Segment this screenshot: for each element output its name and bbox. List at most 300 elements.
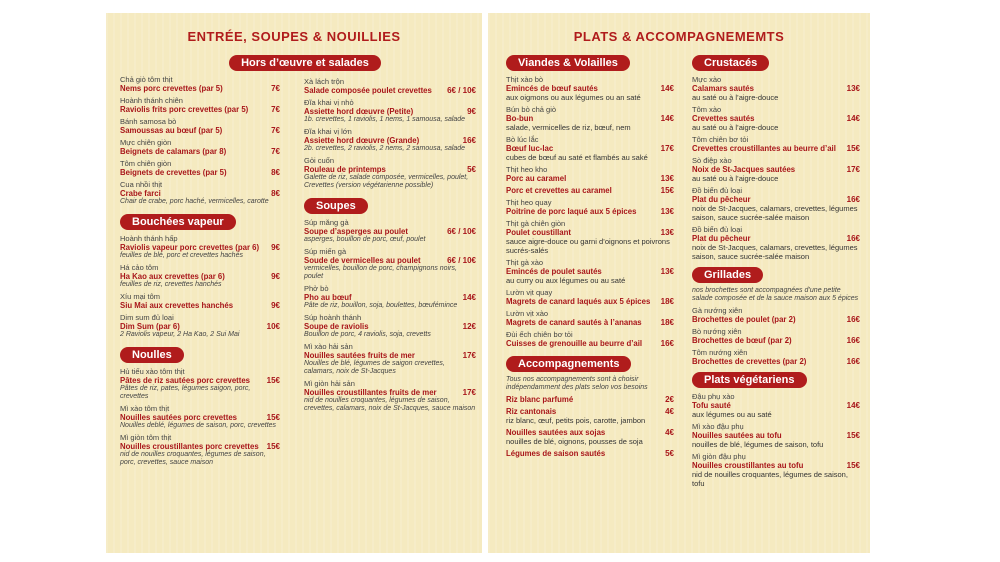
dish-description: sauce aigre-douce ou garni d’oignons et poivrons sucrés-salés bbox=[506, 237, 670, 255]
dish-name-french: Nouilles sautées au tofu bbox=[692, 431, 782, 440]
dish-name-vietnamese: Súp măng gà bbox=[304, 218, 349, 227]
dish-name-french: Tofu sauté bbox=[692, 401, 731, 410]
dish-row bbox=[692, 114, 860, 123]
dish-price: 6€ / 10€ bbox=[447, 227, 476, 236]
menu-item bbox=[506, 407, 674, 425]
menu-item bbox=[120, 117, 280, 135]
dish-price: 14€ bbox=[660, 84, 674, 93]
dish-name-french: Nems porc crevettes (par 5) bbox=[120, 84, 223, 93]
menu-item bbox=[120, 263, 280, 289]
dish-name-vietnamese: Xíu mại tôm bbox=[120, 292, 161, 301]
dish-name-vietnamese: Xà lách trộn bbox=[304, 77, 345, 86]
menu-item bbox=[692, 348, 860, 366]
dish-row bbox=[506, 144, 674, 153]
dish-description: Nouilles deblé, légumes de saison, porc, crevettes bbox=[120, 422, 277, 429]
dish-name-french: Beignets de calamars (par 8) bbox=[120, 147, 227, 156]
item-list bbox=[304, 218, 476, 413]
menu-item bbox=[506, 219, 674, 255]
dish-name-vietnamese: Thịt gà xào bbox=[506, 258, 544, 267]
dish-name-french: Légumes de saison sautés bbox=[506, 449, 606, 458]
dish-description: salade, vermicelles de riz, bœuf, nem bbox=[506, 123, 631, 132]
menu-item bbox=[120, 96, 280, 114]
item-list bbox=[120, 234, 280, 339]
dish-row bbox=[692, 165, 860, 174]
dish-row bbox=[692, 401, 860, 410]
dish-row bbox=[692, 195, 860, 204]
dish-name-vietnamese: Đĩa khai vị nhỏ bbox=[304, 98, 354, 107]
column-right-a bbox=[506, 53, 674, 461]
dish-price: 14€ bbox=[846, 401, 860, 410]
dish-name-vietnamese: Mì xào hải sản bbox=[304, 342, 353, 351]
dish-price: 10€ bbox=[266, 322, 280, 331]
menu-item bbox=[506, 165, 674, 183]
dish-name-french: Noix de St-Jacques sautées bbox=[692, 165, 796, 174]
menu-item bbox=[506, 330, 674, 348]
dish-price: 12€ bbox=[462, 322, 476, 331]
menu-item bbox=[506, 395, 674, 404]
dish-row bbox=[120, 126, 280, 135]
dish-row bbox=[692, 234, 860, 243]
section-header-vapeur: Bouchées vapeur bbox=[120, 214, 236, 230]
dish-price: 17€ bbox=[462, 388, 476, 397]
menu-item bbox=[120, 367, 280, 401]
dish-row bbox=[120, 272, 280, 281]
dish-name-french: Nouilles sautées fruits de mer bbox=[304, 351, 415, 360]
menu-item bbox=[506, 309, 674, 327]
dish-name-vietnamese: Dim sum đủ loại bbox=[120, 313, 174, 322]
dish-price: 8€ bbox=[271, 168, 280, 177]
dish-name-vietnamese: Mực xào bbox=[692, 75, 722, 84]
page-title: ENTRÉE, SOUPES & NOUILLIES bbox=[187, 29, 401, 44]
dish-description: au curry ou aux légumes ou au saté bbox=[506, 276, 626, 285]
dish-row bbox=[304, 256, 476, 265]
dish-row bbox=[506, 186, 674, 195]
dish-name-french: Beignets de crevettes (par 5) bbox=[120, 168, 227, 177]
dish-name-french: Riz blanc parfumé bbox=[506, 395, 574, 404]
section-header-hors: Hors d’œuvre et salades bbox=[229, 55, 381, 71]
dish-price: 16€ bbox=[846, 195, 860, 204]
dish-row bbox=[120, 413, 280, 422]
dish-name-vietnamese: Đồ biển đủ loại bbox=[692, 225, 743, 234]
dish-name-french: Brochettes de bœuf (par 2) bbox=[692, 336, 792, 345]
dish-row bbox=[120, 105, 280, 114]
dish-name-french: Brochettes de poulet (par 2) bbox=[692, 315, 796, 324]
dish-name-vietnamese: Tôm xào bbox=[692, 105, 722, 114]
dish-row bbox=[506, 428, 674, 437]
section-header-vegetariens: Plats végétariens bbox=[692, 372, 807, 388]
dish-row bbox=[304, 107, 476, 116]
menu-item bbox=[692, 392, 860, 419]
dish-description: aux oigmons ou aux légumes ou an saté bbox=[506, 93, 641, 102]
dish-row bbox=[506, 114, 674, 123]
dish-name-vietnamese: Đùi ếch chiên bơ tỏi bbox=[506, 330, 573, 339]
dish-row bbox=[692, 144, 860, 153]
dish-description: 2 Raviolis vapeur, 2 Ha Kao, 2 Sui Mai bbox=[120, 331, 240, 338]
dish-description: 1b. crevettes, 1 raviolis, 1 nems, 1 samousa, salade bbox=[304, 116, 466, 123]
dish-name-french: Cuisses de grenouille au beurre d’ail bbox=[506, 339, 643, 348]
dish-name-vietnamese: Thịt heo kho bbox=[506, 165, 548, 174]
dish-name-french: Nouilles sautées porc crevettes bbox=[120, 413, 238, 422]
dish-name-french: Magrets de canard laqués aux 5 épices bbox=[506, 297, 651, 306]
column-right-b bbox=[692, 53, 860, 491]
dish-row bbox=[692, 357, 860, 366]
dish-price: 13€ bbox=[660, 207, 674, 216]
dish-price: 16€ bbox=[462, 136, 476, 145]
dish-description: noix de St-Jacques, calamars, crevettes, légumes saison, sauce sucrée-salée maison bbox=[692, 204, 858, 222]
menu-item bbox=[304, 77, 476, 95]
menu-item bbox=[120, 138, 280, 156]
dish-description: vermicelles, bouillon de porc, champignons noirs, poulet bbox=[304, 265, 457, 280]
dish-name-french: Pho au bœuf bbox=[304, 293, 352, 302]
dish-name-vietnamese: Thịt xào bò bbox=[506, 75, 544, 84]
dish-name-french: Siu Mai aux crevettes hanchés bbox=[120, 301, 234, 310]
dish-price: 15€ bbox=[846, 461, 860, 470]
dish-name-french: Bo-bun bbox=[506, 114, 534, 123]
dish-price: 9€ bbox=[271, 301, 280, 310]
dish-row bbox=[506, 449, 674, 458]
dish-description: feuilles de blé, porc et crevettes hachés bbox=[120, 252, 243, 259]
dish-price: 16€ bbox=[660, 339, 674, 348]
dish-name-vietnamese: Hoành thánh hấp bbox=[120, 234, 178, 243]
menu-item bbox=[304, 218, 476, 244]
item-list bbox=[692, 392, 860, 488]
menu-item bbox=[506, 198, 674, 216]
dish-name-vietnamese: Thịt heo quay bbox=[506, 198, 552, 207]
dish-price: 4€ bbox=[665, 428, 674, 437]
dish-name-french: Poulet coustillant bbox=[506, 228, 571, 237]
dish-name-french: Rouleau de printemps bbox=[304, 165, 386, 174]
dish-price: 14€ bbox=[846, 114, 860, 123]
dish-price: 15€ bbox=[266, 442, 280, 451]
dish-name-french: Bœuf luc-lac bbox=[506, 144, 554, 153]
dish-price: 13€ bbox=[660, 267, 674, 276]
item-list bbox=[506, 75, 674, 348]
dish-name-vietnamese: Bò lúc lắc bbox=[506, 135, 539, 144]
menu-item bbox=[120, 180, 280, 206]
dish-name-french: Emincés de poulet sautés bbox=[506, 267, 602, 276]
dish-name-french: Raviolis frits porc crevettes (par 5) bbox=[120, 105, 249, 114]
dish-name-vietnamese: Bánh samosa bò bbox=[120, 117, 177, 126]
dish-price: 9€ bbox=[467, 107, 476, 116]
section-intro: Tous nos accompagnements sont à choisir indépendamment des plats selon vos besoins bbox=[506, 376, 648, 391]
dish-description: au saté ou à l’aigre-douce bbox=[692, 93, 779, 102]
dish-name-french: Poitrine de porc laqué aux 5 épices bbox=[506, 207, 637, 216]
dish-name-vietnamese: Mực chiên giòn bbox=[120, 138, 172, 147]
menu-item bbox=[120, 234, 280, 260]
dish-description: Bouillon de porc, 4 raviolis, soja, crevetts bbox=[304, 331, 431, 338]
dish-name-vietnamese: Hoành thánh chiên bbox=[120, 96, 183, 105]
dish-name-french: Calamars sautés bbox=[692, 84, 754, 93]
dish-name-vietnamese: Súp miến gà bbox=[304, 247, 347, 256]
dish-name-french: Plat du pêcheur bbox=[692, 234, 751, 243]
dish-name-french: Nouilles croustillantes fruits de mer bbox=[304, 388, 437, 397]
menu-item bbox=[120, 433, 280, 467]
dish-row bbox=[120, 168, 280, 177]
menu-item bbox=[692, 327, 860, 345]
dish-name-vietnamese: Đĩa khai vị lớn bbox=[304, 127, 352, 136]
dish-name-vietnamese: Sò điệp xào bbox=[692, 156, 732, 165]
menu-item bbox=[506, 75, 674, 102]
dish-price: 17€ bbox=[660, 144, 674, 153]
menu-item bbox=[304, 342, 476, 376]
menu-item bbox=[120, 313, 280, 339]
dish-row bbox=[692, 461, 860, 470]
dish-name-french: Emincés de bœuf sautés bbox=[506, 84, 598, 93]
dish-name-vietnamese: Cua nhồi thịt bbox=[120, 180, 163, 189]
dish-description: nid de nouilles croquantes, légumes de saison, tofu bbox=[692, 470, 848, 488]
dish-name-vietnamese: Phở bò bbox=[304, 284, 329, 293]
dish-description: nouilles de blé, légumes de saison, tofu bbox=[692, 440, 824, 449]
dish-row bbox=[692, 84, 860, 93]
dish-price: 7€ bbox=[271, 147, 280, 156]
dish-description: au saté ou à l’aigre-douce bbox=[692, 174, 779, 183]
dish-price: 18€ bbox=[660, 318, 674, 327]
dish-description: au saté ou à l’aigre-douce bbox=[692, 123, 779, 132]
dish-row bbox=[120, 376, 280, 385]
item-list bbox=[692, 306, 860, 366]
dish-row bbox=[506, 407, 674, 416]
item-list bbox=[304, 77, 476, 190]
dish-name-french: Soupe de raviolis bbox=[304, 322, 369, 331]
menu-item bbox=[506, 135, 674, 162]
menu-item bbox=[692, 135, 860, 153]
dish-description: Nouilles de blé, légumes de saigon crevettes, calamars, noix de St-Jacques bbox=[304, 360, 445, 375]
dish-description: feuilles de riz, crevettes hanchés bbox=[120, 281, 222, 288]
menu-item bbox=[304, 156, 476, 190]
menu-item bbox=[506, 105, 674, 132]
dish-price: 13€ bbox=[846, 84, 860, 93]
dish-description: cubes de bœuf au saté et flambés au saké bbox=[506, 153, 648, 162]
dish-row bbox=[120, 84, 280, 93]
dish-price: 15€ bbox=[846, 144, 860, 153]
dish-description: nid de nouilles croquantes, légumes de saison, porc, crevettes, sauce maison bbox=[120, 451, 266, 466]
dish-name-french: Assiette hord dœuvre (Petite) bbox=[304, 107, 414, 116]
dish-description: Pâtes de riz, pates, légumes saigon, porc, crevettes bbox=[120, 385, 251, 400]
section-intro: nos brochettes sont accompagnées d’une petite salade composée et de la sauce maison aux 5 épices bbox=[692, 287, 859, 302]
menu-item bbox=[506, 186, 674, 195]
menu-item bbox=[120, 292, 280, 310]
dish-description: Chair de crabe, porc haché, vermicelles, carotte bbox=[120, 198, 269, 205]
dish-row bbox=[304, 388, 476, 397]
dish-name-french: Brochettes de crevettes (par 2) bbox=[692, 357, 807, 366]
menu-item bbox=[304, 127, 476, 153]
dish-description: 2b. crevettes, 2 raviolis, 2 nems, 2 samousa, salade bbox=[304, 145, 466, 152]
dish-name-vietnamese: Bò nướng xiên bbox=[692, 327, 742, 336]
dish-name-vietnamese: Súp hoành thánh bbox=[304, 313, 362, 322]
menu-item bbox=[506, 288, 674, 306]
menu-item bbox=[120, 159, 280, 177]
dish-description: riz blanc, œuf, petits pois, carotte, jambon bbox=[506, 416, 646, 425]
menu-item bbox=[692, 75, 860, 102]
dish-name-french: Nouilles sautées aux sojas bbox=[506, 428, 606, 437]
dish-name-vietnamese: Lườn vịt quay bbox=[506, 288, 553, 297]
dish-row bbox=[120, 301, 280, 310]
dish-price: 2€ bbox=[665, 395, 674, 404]
section-header-soupes: Soupes bbox=[304, 198, 368, 214]
dish-name-french: Crevettes croustillantes au beurre d’ail bbox=[692, 144, 836, 153]
dish-price: 9€ bbox=[271, 243, 280, 252]
dish-row bbox=[304, 165, 476, 174]
dish-row bbox=[304, 86, 476, 95]
dish-price: 13€ bbox=[660, 174, 674, 183]
dish-name-french: Nouilles croustillantes porc crevettes bbox=[120, 442, 259, 451]
dish-row bbox=[120, 442, 280, 451]
dish-name-french: Soupe d’asperges au poulet bbox=[304, 227, 408, 236]
dish-name-french: Riz cantonais bbox=[506, 407, 557, 416]
menu-item bbox=[304, 313, 476, 339]
menu-item bbox=[506, 428, 674, 446]
dish-price: 6€ / 10€ bbox=[447, 86, 476, 95]
dish-row bbox=[692, 431, 860, 440]
dish-price: 18€ bbox=[660, 297, 674, 306]
dish-name-french: Dim Sum (par 6) bbox=[120, 322, 180, 331]
dish-description: nouilles de blé, oignons, pousses de soja bbox=[506, 437, 643, 446]
dish-price: 16€ bbox=[846, 357, 860, 366]
dish-description: aux légumes ou au saté bbox=[692, 410, 772, 419]
dish-row bbox=[506, 228, 674, 237]
dish-description: asperges, bouillon de porc, œuf, poulet bbox=[304, 236, 426, 243]
dish-name-vietnamese: Bún bò chả giò bbox=[506, 105, 557, 114]
page-title: PLATS & ACCOMPAGNEMEMTS bbox=[573, 29, 785, 44]
dish-name-vietnamese: Đậu phụ xào bbox=[692, 392, 735, 401]
dish-row bbox=[692, 315, 860, 324]
dish-price: 16€ bbox=[846, 234, 860, 243]
dish-description: Pâte de riz, bouillon, soja, boulettes, bœufémince bbox=[304, 302, 458, 309]
menu-item bbox=[506, 449, 674, 458]
dish-name-french: Magrets de canard sautés à l’ananas bbox=[506, 318, 642, 327]
dish-row bbox=[506, 174, 674, 183]
dish-row bbox=[506, 297, 674, 306]
dish-name-french: Nouilles croustillantes au tofu bbox=[692, 461, 804, 470]
dish-price: 15€ bbox=[660, 186, 674, 195]
dish-price: 5€ bbox=[467, 165, 476, 174]
dish-row bbox=[506, 207, 674, 216]
menu-page-left bbox=[106, 13, 482, 553]
dish-name-french: Raviolis vapeur porc crevettes (par 6) bbox=[120, 243, 260, 252]
menu-item bbox=[692, 186, 860, 222]
dish-row bbox=[120, 243, 280, 252]
dish-name-french: Crevettes sautés bbox=[692, 114, 755, 123]
dish-name-french: Assiette hord dœuvre (Grande) bbox=[304, 136, 420, 145]
dish-name-french: Crabe farci bbox=[120, 189, 161, 198]
dish-price: 14€ bbox=[462, 293, 476, 302]
dish-name-vietnamese: Chả giò tôm thịt bbox=[120, 75, 173, 84]
dish-price: 15€ bbox=[846, 431, 860, 440]
menu-item bbox=[304, 379, 476, 413]
dish-price: 14€ bbox=[660, 114, 674, 123]
dish-row bbox=[506, 318, 674, 327]
dish-name-vietnamese: Mì xào đậu phụ bbox=[692, 422, 744, 431]
section-header-accompagnements: Accompagnements bbox=[506, 356, 631, 372]
menu-item bbox=[692, 452, 860, 488]
dish-name-french: Ha Kao aux crevettes (par 6) bbox=[120, 272, 225, 281]
dish-name-vietnamese: Lườn vịt xào bbox=[506, 309, 549, 318]
dish-name-french: Soude de vermicelles au poulet bbox=[304, 256, 421, 265]
dish-name-vietnamese: Gà nướng xiên bbox=[692, 306, 743, 315]
dish-name-vietnamese: Mì giòn tôm thịt bbox=[120, 433, 172, 442]
menu-page-right bbox=[488, 13, 870, 553]
dish-price: 16€ bbox=[846, 315, 860, 324]
dish-price: 6€ / 10€ bbox=[447, 256, 476, 265]
menu-item bbox=[692, 156, 860, 183]
dish-name-french: Porc au caramel bbox=[506, 174, 567, 183]
dish-row bbox=[304, 227, 476, 236]
dish-name-vietnamese: Tôm chiên giòn bbox=[120, 159, 172, 168]
dish-description: nid de nouilles croquantes, légumes de saison, crevettes, calamars, noix de St-Jacques, sauce maison bbox=[304, 397, 476, 412]
menu-item bbox=[692, 225, 860, 261]
dish-price: 7€ bbox=[271, 126, 280, 135]
dish-row bbox=[506, 395, 674, 404]
dish-name-vietnamese: Tôm nướng xiên bbox=[692, 348, 748, 357]
item-list bbox=[506, 395, 674, 458]
dish-name-french: Pâtes de riz sautées porc crevettes bbox=[120, 376, 251, 385]
menu-item bbox=[692, 306, 860, 324]
dish-row bbox=[506, 267, 674, 276]
dish-description: noix de St-Jacques, calamars, crevettes, légumes saison, sauce sucrée-salée maison bbox=[692, 243, 858, 261]
dish-name-vietnamese: Tôm chiên bơ tỏi bbox=[692, 135, 749, 144]
menu-item bbox=[304, 98, 476, 124]
dish-row bbox=[120, 322, 280, 331]
section-header-grillades: Grillades bbox=[692, 267, 763, 283]
dish-name-vietnamese: Gỏi cuốn bbox=[304, 156, 335, 165]
dish-price: 7€ bbox=[271, 84, 280, 93]
menu-item bbox=[304, 247, 476, 281]
dish-name-vietnamese: Hủ tiếu xào tôm thịt bbox=[120, 367, 185, 376]
dish-description: Galette de riz, salade composée, vermicelles, poulet, Crevettes (version végétarienne possible) bbox=[304, 174, 469, 189]
section-header-nouilles: Noulles bbox=[120, 347, 184, 363]
dish-price: 13€ bbox=[660, 228, 674, 237]
menu-item bbox=[692, 105, 860, 132]
dish-row bbox=[692, 336, 860, 345]
column-left-b bbox=[304, 77, 476, 416]
menu-item bbox=[304, 284, 476, 310]
item-list bbox=[120, 75, 280, 206]
dish-price: 15€ bbox=[266, 413, 280, 422]
dish-price: 15€ bbox=[266, 376, 280, 385]
dish-name-vietnamese: Đồ biển đủ loại bbox=[692, 186, 743, 195]
dish-name-french: Porc et crevettes au caramel bbox=[506, 186, 612, 195]
section-header-crustaces: Crustacés bbox=[692, 55, 769, 71]
dish-name-vietnamese: Mì giòn hải sản bbox=[304, 379, 355, 388]
dish-name-french: Salade composée poulet crevettes bbox=[304, 86, 432, 95]
dish-price: 9€ bbox=[271, 272, 280, 281]
dish-row bbox=[506, 339, 674, 348]
dish-row bbox=[120, 147, 280, 156]
dish-row bbox=[304, 322, 476, 331]
menu-item bbox=[506, 258, 674, 285]
menu-item bbox=[692, 422, 860, 449]
dish-row bbox=[120, 189, 280, 198]
dish-price: 8€ bbox=[271, 189, 280, 198]
dish-price: 16€ bbox=[846, 336, 860, 345]
dish-row bbox=[304, 293, 476, 302]
dish-price: 17€ bbox=[462, 351, 476, 360]
item-list bbox=[692, 75, 860, 261]
dish-name-vietnamese: Mì xào tôm thịt bbox=[120, 404, 170, 413]
dish-name-vietnamese: Mì giòn đậu phụ bbox=[692, 452, 746, 461]
dish-price: 17€ bbox=[846, 165, 860, 174]
menu-item bbox=[120, 404, 280, 430]
dish-name-french: Plat du pêcheur bbox=[692, 195, 751, 204]
dish-row bbox=[506, 84, 674, 93]
section-header-viandes: Viandes & Volailles bbox=[506, 55, 630, 71]
dish-price: 4€ bbox=[665, 407, 674, 416]
dish-price: 5€ bbox=[665, 449, 674, 458]
menu-item bbox=[120, 75, 280, 93]
dish-name-french: Samoussas au bœuf (par 5) bbox=[120, 126, 223, 135]
dish-price: 7€ bbox=[271, 105, 280, 114]
dish-name-vietnamese: Thịt gà chiên giòn bbox=[506, 219, 566, 228]
